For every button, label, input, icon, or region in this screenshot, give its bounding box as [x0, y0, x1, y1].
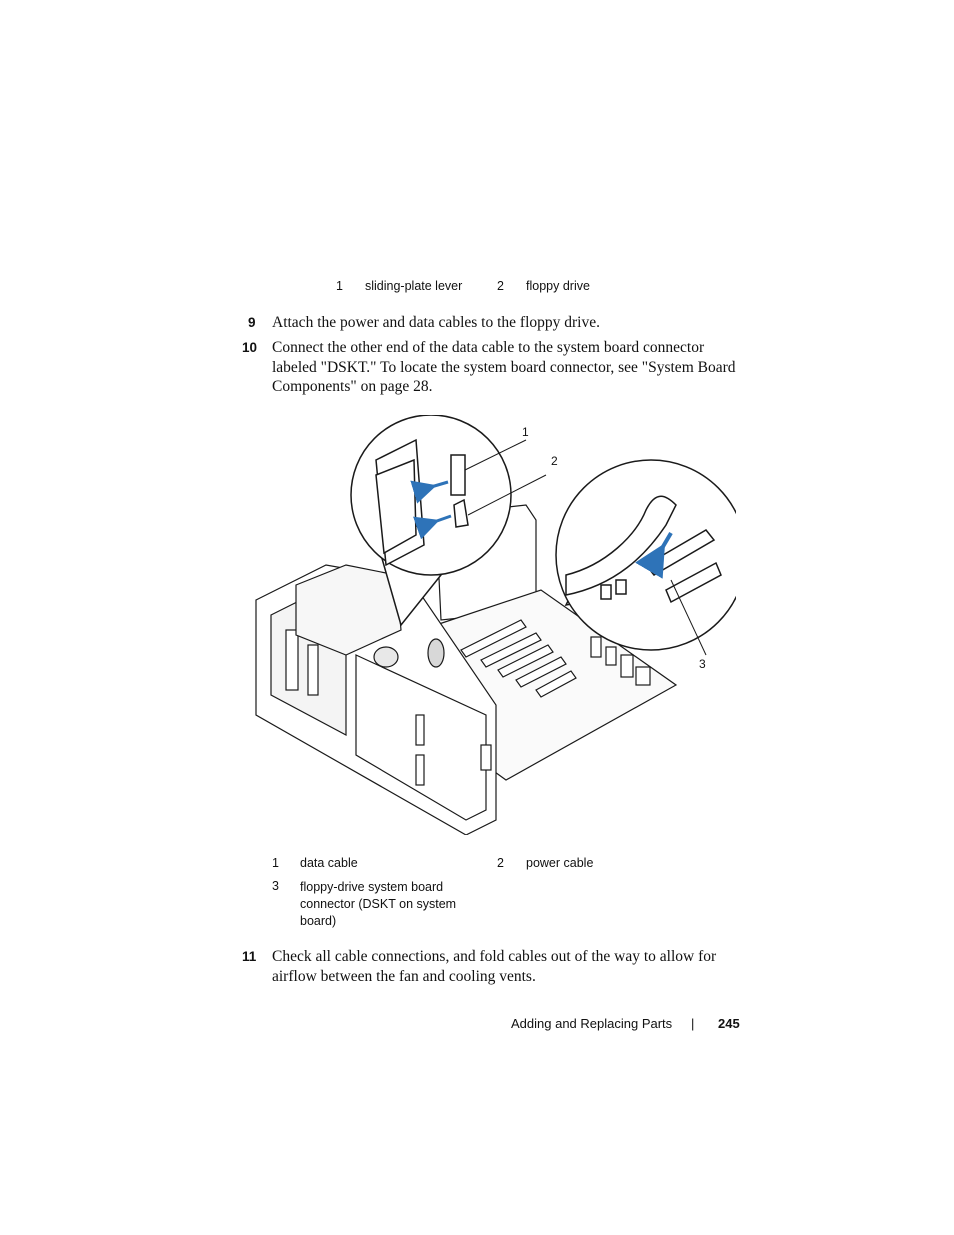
step-number: 11 — [242, 949, 257, 964]
page-number: 245 — [718, 1016, 740, 1031]
footer-section-title: Adding and Replacing Parts — [511, 1016, 673, 1031]
callout-3: 3 — [699, 657, 706, 671]
step-text: Connect the other end of the data cable to the system board connector labeled "DSKT." To locate the system board connector, see "System Board Components" on page 28. — [272, 339, 736, 395]
cable-connection-figure — [236, 415, 736, 835]
legend-bottom-text-1: data cable — [300, 856, 358, 870]
step-number: 10 — [242, 340, 258, 355]
legend-top-num-2: 2 — [497, 279, 504, 293]
legend-bottom-num-2: 2 — [497, 856, 504, 870]
step-text: Attach the power and data cables to the floppy drive. — [272, 314, 600, 331]
legend-top-text-2: floppy drive — [526, 279, 590, 293]
callout-1: 1 — [522, 425, 529, 439]
step-number: 9 — [248, 315, 256, 330]
legend-top-num-1: 1 — [336, 279, 343, 293]
legend-bottom-text-3: floppy-drive system board connector (DSKT on system board) — [300, 880, 457, 928]
legend-bottom-text-2: power cable — [526, 856, 594, 870]
callout-2: 2 — [551, 454, 558, 468]
legend-bottom-num-3: 3 — [272, 879, 279, 893]
footer-separator: | — [691, 1016, 695, 1031]
legend-bottom-num-1: 1 — [272, 856, 279, 870]
legend-top-text-1: sliding-plate lever — [365, 279, 463, 293]
step-text: Check all cable connections, and fold cables out of the way to allow for airflow between the fan and cooling vents. — [272, 948, 717, 985]
